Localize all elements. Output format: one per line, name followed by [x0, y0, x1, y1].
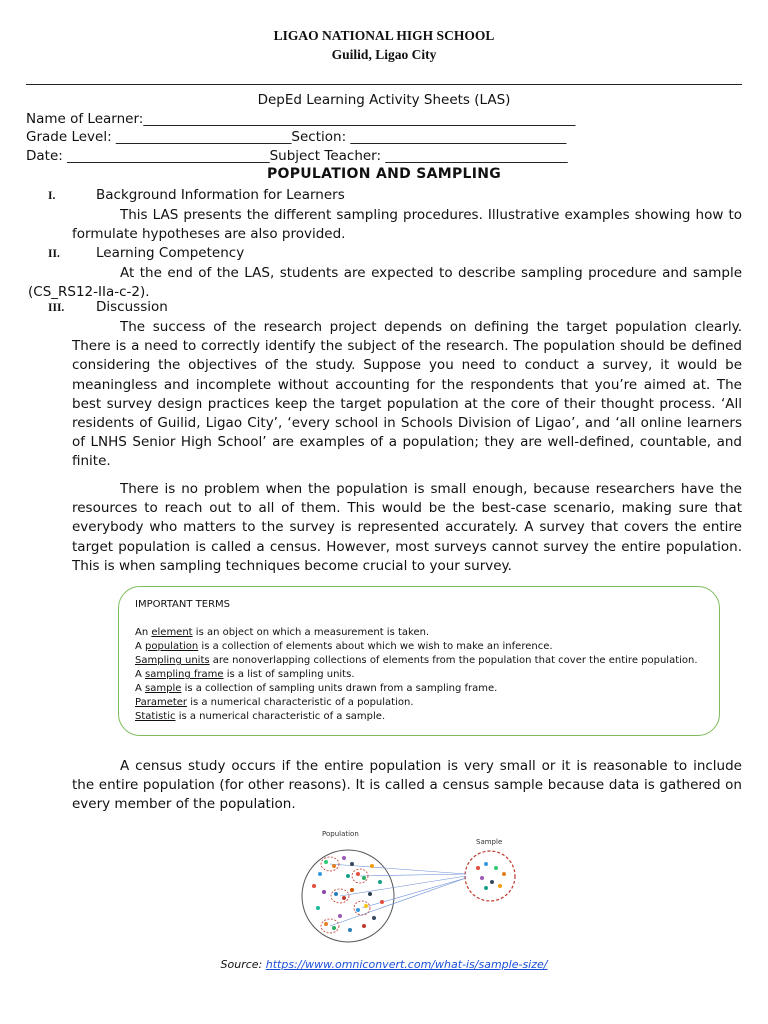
- section-heading: Discussion: [96, 299, 168, 315]
- discussion-paragraph: The success of the research project depends on defining the target population clearly. There is a need to correctly identify the subject of the research. The population should be defined considering the objectives of the study. Suppose you need to conduct a survey, it would be meaningless and incomplete without accounting for the respondents that you’re aimed at. The best survey design practices keep the target population at the core of their thought process. ‘All residents of Guilid, Ligao City’, ‘every school in Schools Division of Ligao’, and ‘all online learners of LNHS Senior High School’ are examples of a population; they are well-defined, countable, and finite.: [72, 319, 742, 470]
- term-item: An element is an object on which a measurement is taken.: [135, 627, 430, 638]
- term-item: A sampling frame is a list of sampling units.: [135, 669, 355, 680]
- population-sample-diagram: [300, 826, 530, 956]
- term-item: A sample is a collection of sampling units drawn from a sampling frame.: [135, 683, 498, 694]
- header-divider: [26, 84, 742, 85]
- section-text: At the end of the LAS, students are expected to describe sampling procedure and sample (CS_RS12-IIa-c-2).: [28, 265, 742, 301]
- school-name: LIGAO NATIONAL HIGH SCHOOL: [273, 28, 495, 43]
- grade-section-field[interactable]: Grade Level: __________________________Section: ________________________________: [26, 129, 567, 145]
- term-item: Parameter is a numerical characteristic of a population.: [135, 697, 414, 708]
- page-title: POPULATION AND SAMPLING: [266, 166, 502, 182]
- census-paragraph: There is no problem when the population is small enough, because researchers have the resources to reach out to all of them. This would be the best-case scenario, making sure that everybody who matters to the survey is represented accurately. A survey that covers the entire target population is called a census. However, most surveys cannot survey the entire population. This is when sampling techniques become crucial to your survey.: [72, 481, 742, 574]
- population-circle: [302, 850, 394, 942]
- sample-people: [476, 862, 506, 890]
- section-heading: Learning Competency: [96, 245, 245, 261]
- population-people: [312, 856, 384, 932]
- population-label: Population: [322, 830, 359, 838]
- source-link[interactable]: https://www.omniconvert.com/what-is/sample-size/: [265, 958, 548, 971]
- section-numeral: III.: [48, 302, 65, 314]
- term-item: Sampling units are nonoverlapping collections of elements from the population that cover the entire population.: [135, 655, 698, 666]
- important-terms-box: [118, 586, 720, 736]
- las-title: DepEd Learning Activity Sheets (LAS): [257, 92, 511, 108]
- census-study-paragraph: A census study occurs if the entire population is very small or it is reasonable to include the entire population (for other reasons). It is called a census sample because data is gathered on every member of the population.: [72, 758, 742, 813]
- term-item: A population is a collection of elements about which we wish to make an inference.: [135, 641, 553, 652]
- term-item: Statistic is a numerical characteristic of a sample.: [135, 711, 386, 722]
- important-terms-title: IMPORTANT TERMS: [135, 599, 230, 610]
- school-address: Guilid, Ligao City: [331, 47, 437, 62]
- section-numeral: I.: [48, 190, 56, 202]
- section-heading: Background Information for Learners: [96, 187, 345, 203]
- sample-label: Sample: [476, 838, 503, 846]
- date-teacher-field[interactable]: Date: ______________________________Subject Teacher: ___________________________: [26, 148, 568, 164]
- selection-lines: [330, 864, 466, 926]
- name-of-learner-field[interactable]: Name of Learner:________________________________________________________________: [26, 111, 576, 127]
- section-text: This LAS presents the different sampling procedures. Illustrative examples showing how to formulate hypotheses are also provided.: [72, 207, 742, 243]
- section-numeral: II.: [48, 248, 60, 260]
- figure-source: Source: https://www.omniconvert.com/what-is/sample-size/: [220, 958, 548, 971]
- sample-circle: [465, 851, 515, 901]
